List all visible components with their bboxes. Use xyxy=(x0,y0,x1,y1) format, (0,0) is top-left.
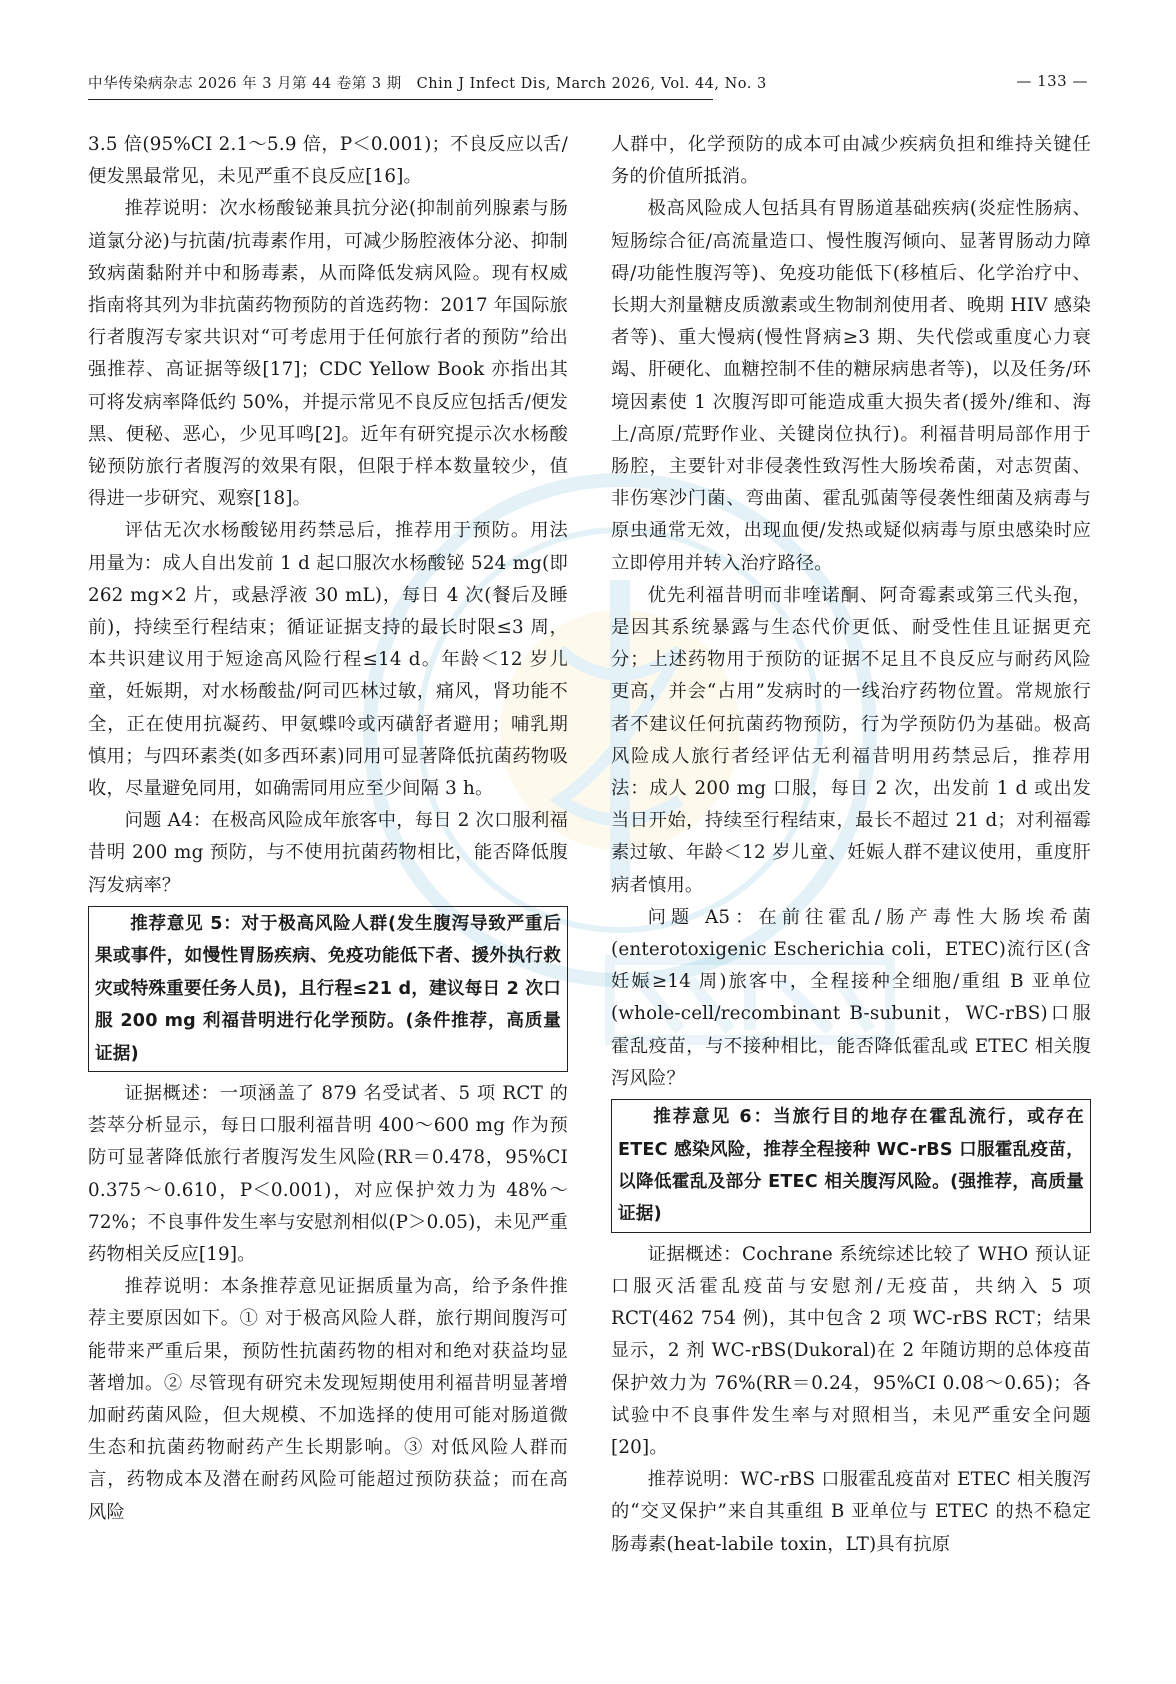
paragraph: 3.5 倍(95%CI 2.1～5.9 倍，P＜0.001)；不良反应以舌/便发黑最常见，未见严重不良反应[16]。 xyxy=(88,134,568,188)
paragraph: 评估无次水杨酸铋用药禁忌后，推荐用于预防。用法用量为：成人自出发前 1 d 起口服次水杨酸铋 524 mg(即 262 mg×2 片，或悬浮液 30 mL)，每日 4 次(餐后及睡前)，持续至行程结束；循证证据支持的最长时限≤3 周，本共识建议用于短途高风险行程≤14 d。年龄＜12 岁儿童，妊娠期，对水杨酸盐/阿司匹林过敏，痛风，肾功能不全，正在使用抗凝药、甲氨蝶呤或丙磺舒者避用；哺乳期慎用；与四环素类(如多西环素)同用可显著降低抗菌药物吸收，尽量避免同用，如确需同用应至少间隔 3 h。 xyxy=(88,520,568,800)
recommendation-5-box xyxy=(88,906,568,1072)
paragraph: 证据概述：一项涵盖了 879 名受试者、5 项 RCT 的荟萃分析显示，每日口服利福昔明 400～600 mg 作为预防可显著降低旅行者腹泻发生风险(RR＝0.478，95%CI 0.375～0.610，P＜0.001)，对应保护效力为 48%～72%；不良事件发生率与安慰剂相似(P＞0.05)，未见严重药物相关反应[19]。 xyxy=(88,1082,568,1265)
journal-citation: 中华传染病杂志 2026 年 3 月第 44 卷第 3 期 Chin J Infect Dis, March 2026, Vol. 44, No. 3 xyxy=(88,76,767,92)
paragraph: 极高风险成人包括具有胃肠道基础疾病(炎症性肠病、短肠综合征/高流量造口、慢性腹泻倾向、显著胃肠动力障碍/功能性腹泻等)、免疫功能低下(移植后、化学治疗中、长期大剂量糖皮质激素或生物制剂使用者、晚期 HIV 感染者等)、重大慢病(慢性肾病≥3 期、失代偿或重度心力衰竭、肝硬化、血糖控制不佳的糖尿病患者等)，以及任务/环境因素使 1 次腹泻即可能造成重大损失者(援外/维和、海上/高原/荒野作业、关键岗位执行)。利福昔明局部作用于肠腔，主要针对非侵袭性致泻性大肠埃希菌，对志贺菌、非伤寒沙门菌、弯曲菌、霍乱弧菌等侵袭性细菌及病毒与原虫通常无效，出现血便/发热或疑似病毒与原虫感染时应立即停用并转入治疗路径。 xyxy=(611,198,1091,574)
recommendation-5-text: 推荐意见 5：对于极高风险人群(发生腹泻导致严重后果或事件，如慢性胃肠疾病、免疫功能低下者、援外执行救灾或特殊重要任务人员)，且行程≤21 d，建议每日 2 次口服 200 mg 利福昔明进行化学预防。(条件推荐，高质量证据) xyxy=(95,913,561,1064)
recommendation-6-text: 推荐意见 6：当旅行目的地存在霍乱流行，或存在 ETEC 感染风险，推荐全程接种 WC-rBS 口服霍乱疫苗，以降低霍乱及部分 ETEC 相关腹泻风险。(强推荐，高质量证据) xyxy=(618,1107,1084,1225)
question-a5: 问题 A5：在前往霍乱/肠产毒性大肠埃希菌(enterotoxigenic Escherichia coli，ETEC)流行区(含妊娠≥14 周)旅客中，全程接种全细胞/重组 B 亚单位(whole-cell/recombinant B-subunit，WC-rBS)口服霍乱疫苗，与不接种相比，能否降低霍乱或 ETEC 相关腹泻风险？ xyxy=(611,906,1091,1089)
paragraph: 人群中，化学预防的成本可由减少疾病负担和维持关键任务的价值所抵消。 xyxy=(611,134,1091,188)
header-rule xyxy=(88,99,713,100)
paragraph: 优先利福昔明而非喹诺酮、阿奇霉素或第三代头孢，是因其系统暴露与生态代价更低、耐受性佳且证据更充分；上述药物用于预防的证据不足且不良反应与耐药风险更高，并会“占用”发病时的一线治疗药物位置。常规旅行者不建议任何抗菌药物预防，行为学预防仍为基础。极高风险成人旅行者经评估无利福昔明用药禁忌后，推荐用法：成人 200 mg 口服，每日 2 次，出发前 1 d 或出发当日开始，持续至行程结束，最长不超过 21 d；对利福霉素过敏、年龄＜12 岁儿童、妊娠人群不建议使用，重度肝病者慎用。 xyxy=(611,584,1091,896)
paragraph: 推荐说明：WC-rBS 口服霍乱疫苗对 ETEC 相关腹泻的“交叉保护”来自其重组 B 亚单位与 ETEC 的热不稳定肠毒素(heat-labile toxin，LT)具有抗原 xyxy=(611,1469,1091,1555)
paragraph: 推荐说明：次水杨酸铋兼具抗分泌(抑制前列腺素与肠道氯分泌)与抗菌/抗毒素作用，可减少肠腔液体分泌、抑制致病菌黏附并中和肠毒素，从而降低发病风险。现有权威指南将其列为非抗菌药物预防的首选药物：2017 年国际旅行者腹泻专家共识对“可考虑用于任何旅行者的预防”给出强推荐、高证据等级[17]；CDC Yellow Book 亦指出其可将发病率降低约 50%，并提示常见不良反应包括舌/便发黑、便秘、恶心，少见耳鸣[2]。近年有研究提示次水杨酸铋预防旅行者腹泻的效果有限，但限于样本数量较少，值得进一步研究、观察[18]。 xyxy=(88,198,568,510)
question-a4: 问题 A4：在极高风险成年旅客中，每日 2 次口服利福昔明 200 mg 预防，与不使用抗菌药物相比，能否降低腹泻发病率？ xyxy=(88,810,568,896)
left-column xyxy=(88,129,568,1529)
right-column xyxy=(611,129,1091,1561)
recommendation-6-box xyxy=(611,1099,1091,1233)
paragraph: 证据概述：Cochrane 系统综述比较了 WHO 预认证口服灭活霍乱疫苗与安慰剂/无疫苗，共纳入 5 项 RCT(462 754 例)，其中包含 2 项 WC-rBS RCT；结果显示，2 剂 WC-rBS(Dukoral)在 2 年随访期的总体疫苗保护效力为 76%(RR＝0.24，95%CI 0.08～0.65)；各试验中不良事件发生率与对照相当，未见严重安全问题[20]。 xyxy=(611,1243,1091,1458)
paragraph: 推荐说明：本条推荐意见证据质量为高，给予条件推荐主要原因如下。① 对于极高风险人群，旅行期间腹泻可能带来严重后果，预防性抗菌药物的相对和绝对获益均显著增加。② 尽管现有研究未发现短期使用利福昔明显著增加耐药菌风险，但大规模、不加选择的使用可能对肠道微生态和抗菌药物耐药产生长期影响。③ 对低风险人群而言，药物成本及潜在耐药风险可能超过预防获益；而在高风险 xyxy=(88,1276,568,1523)
page-number: — 133 — xyxy=(1016,72,1088,90)
running-header xyxy=(88,72,1088,96)
